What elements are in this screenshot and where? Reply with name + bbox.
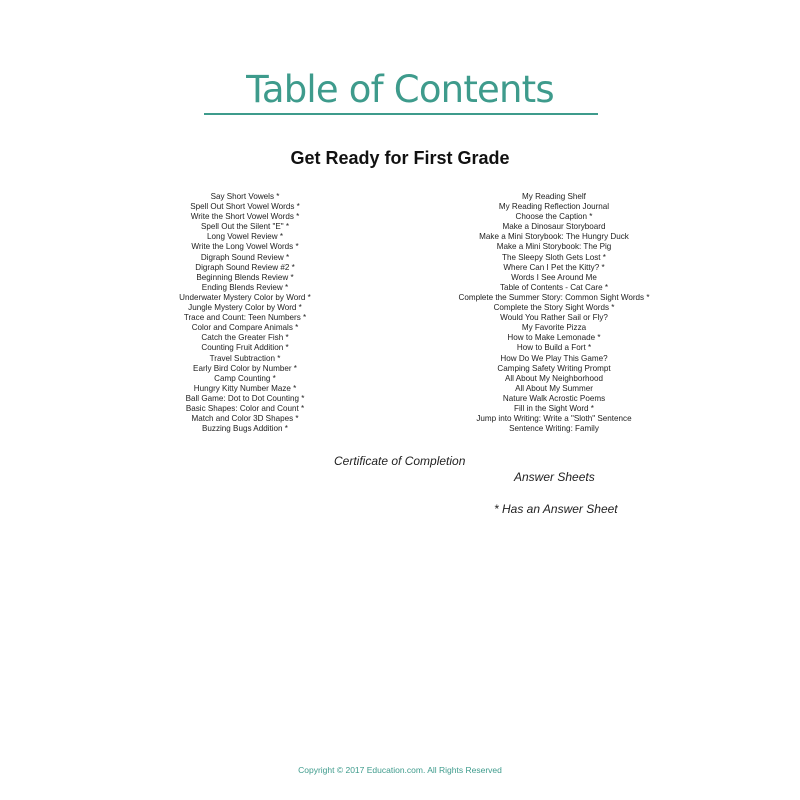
toc-item: Fill in the Sight Word * xyxy=(514,403,594,413)
toc-item: Beginning Blends Review * xyxy=(196,272,294,282)
toc-item: Underwater Mystery Color by Word * xyxy=(179,292,311,302)
toc-item: Early Bird Color by Number * xyxy=(193,363,297,373)
toc-item: Hungry Kitty Number Maze * xyxy=(193,383,297,393)
toc-right-column xyxy=(444,192,664,434)
toc-item: My Reading Reflection Journal xyxy=(498,202,610,212)
toc-item: Basic Shapes: Color and Count * xyxy=(185,403,305,413)
toc-item: Digraph Sound Review #2 * xyxy=(195,262,295,272)
toc-item: Ball Game: Dot to Dot Counting * xyxy=(185,393,305,403)
toc-item: Write the Short Vowel Words * xyxy=(190,212,300,222)
toc-item: How to Make Lemonade * xyxy=(507,333,601,343)
toc-item: Write the Long Vowel Words * xyxy=(191,242,299,252)
toc-item: Make a Mini Storybook: The Hungry Duck xyxy=(479,232,629,242)
page-subtitle: Get Ready for First Grade xyxy=(290,148,510,168)
title-underline xyxy=(204,113,598,115)
toc-item: Spell Out the Silent "E" * xyxy=(200,222,290,232)
copyright-footer: Copyright © 2017 Education.com. All Rights Reserved xyxy=(298,765,502,775)
toc-item: How Do We Play This Game? xyxy=(500,353,608,363)
toc-item: Spell Out Short Vowel Words * xyxy=(190,202,300,212)
toc-item: My Reading Shelf xyxy=(522,192,586,201)
toc-item: Jungle Mystery Color by Word * xyxy=(188,303,302,313)
toc-item: Sentence Writing: Family xyxy=(509,424,599,434)
toc-item: Match and Color 3D Shapes * xyxy=(191,414,299,424)
toc-item: Complete the Summer Story: Common Sight Words * xyxy=(458,292,650,302)
toc-item: All About My Neighborhood xyxy=(504,373,604,383)
toc-item: Nature Walk Acrostic Poems xyxy=(502,393,606,403)
toc-item: Make a Mini Storybook: The Pig xyxy=(496,242,612,252)
answer-sheets-entry: Answer Sheets xyxy=(514,470,595,484)
toc-item: Buzzing Bugs Addition * xyxy=(202,424,288,434)
toc-item: Counting Fruit Addition * xyxy=(201,343,289,353)
toc-item: All About My Summer xyxy=(515,383,593,393)
toc-item: Camping Safety Writing Prompt xyxy=(497,363,611,373)
toc-item: Camp Counting * xyxy=(214,373,276,383)
toc-item: Choose the Caption * xyxy=(515,212,593,222)
toc-item: Words I See Around Me xyxy=(511,272,597,282)
toc-item: Table of Contents - Cat Care * xyxy=(500,282,608,292)
toc-item: Would You Rather Sail or Fly? xyxy=(500,313,608,323)
toc-item: Trace and Count: Teen Numbers * xyxy=(183,313,307,323)
toc-item: Digraph Sound Review * xyxy=(200,252,290,262)
toc-item: Color and Compare Animals * xyxy=(191,323,299,333)
toc-item: Ending Blends Review * xyxy=(201,282,289,292)
certificate-entry: Certificate of Completion xyxy=(334,454,466,468)
toc-item: Long Vowel Review * xyxy=(206,232,284,242)
toc-item: Jump into Writing: Write a "Sloth" Sentence xyxy=(476,414,632,424)
toc-item: How to Build a Fort * xyxy=(516,343,592,353)
toc-item: My Favorite Pizza xyxy=(521,323,587,333)
toc-item: Where Can I Pet the Kitty? * xyxy=(503,262,605,272)
page-title: Table of Contents xyxy=(246,68,554,111)
toc-item: Say Short Vowels * xyxy=(210,192,280,201)
answer-sheet-note: * Has an Answer Sheet xyxy=(494,502,618,516)
toc-item: Travel Subtraction * xyxy=(209,353,281,363)
toc-item: Make a Dinosaur Storyboard xyxy=(502,222,606,232)
toc-left-column xyxy=(165,192,325,434)
toc-item: The Sleepy Sloth Gets Lost * xyxy=(502,252,606,262)
toc-item: Complete the Story Sight Words * xyxy=(493,303,615,313)
toc-item: Catch the Greater Fish * xyxy=(201,333,289,343)
